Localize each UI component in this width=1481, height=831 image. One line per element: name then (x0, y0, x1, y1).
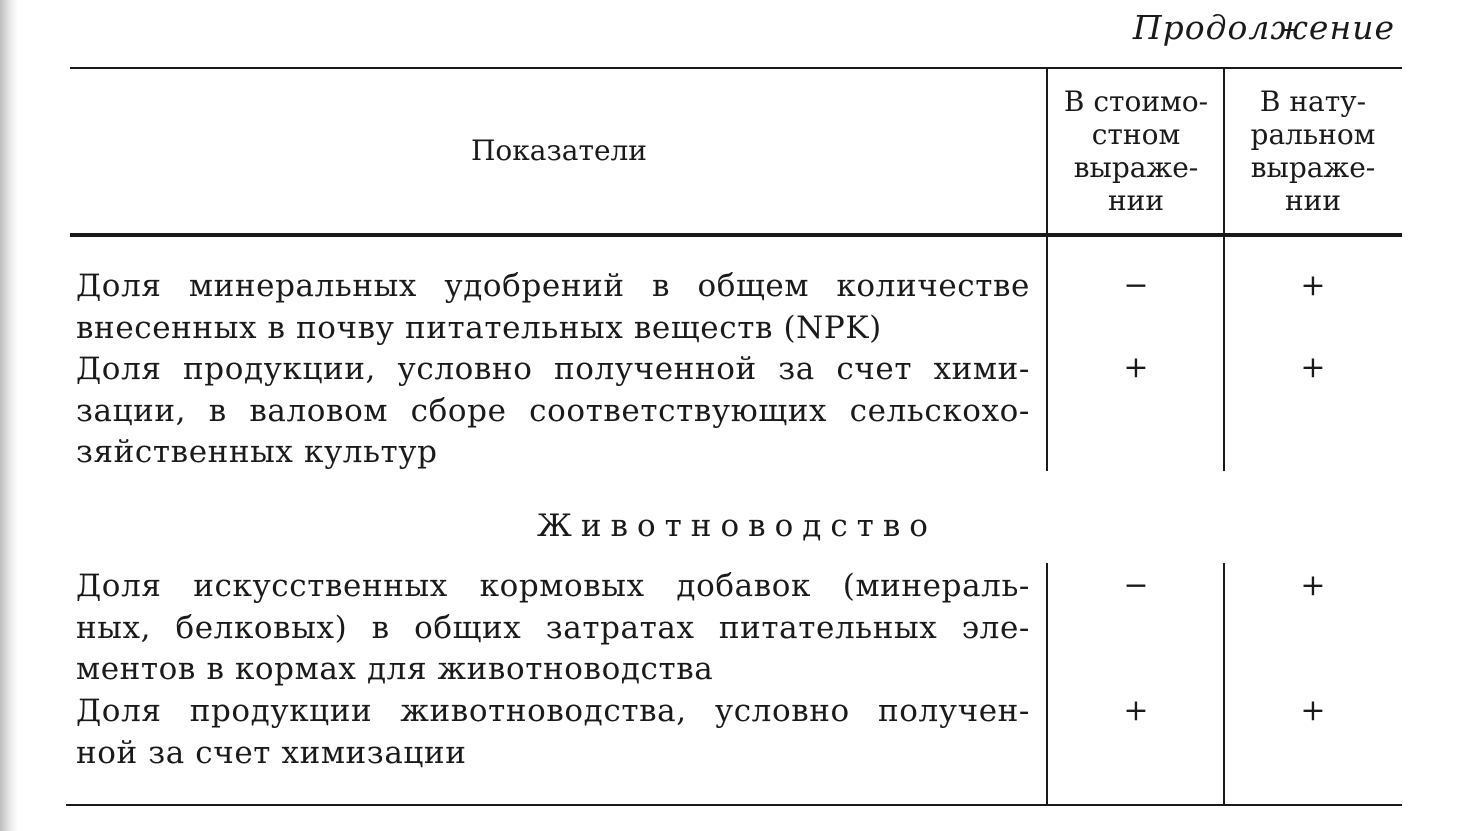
header-indicators: Показатели (471, 134, 647, 167)
row-line: Доля продукции, условно полученной за счет хими- (76, 351, 1030, 387)
table-row-text (76, 566, 1030, 691)
header-natural-line: нии (1285, 184, 1341, 217)
row-line: зации, в валовом сборе соответствующих сельскохо- (76, 392, 1030, 429)
header-natural-line: В нату- (1259, 85, 1367, 118)
section-title: Животноводство (537, 508, 937, 544)
table-row-text (76, 691, 1030, 774)
row-line: ных, белковых) в общих затратах питательных эле- (76, 609, 1030, 646)
natural-mark: + (1300, 693, 1326, 728)
row-line: ной за счет химизации (76, 734, 467, 771)
header-natural-line: выраже- (1250, 151, 1376, 184)
natural-mark: + (1300, 268, 1326, 303)
header-value-line: выраже- (1073, 151, 1199, 184)
table-bottom-rule (66, 804, 1402, 806)
table-row-text (76, 266, 1030, 349)
row-line: внесенных в почву питательных веществ (NPK) (76, 309, 882, 346)
header-value-line: нии (1108, 184, 1164, 217)
row-line: зяйственных культур (76, 434, 438, 470)
value-mark: + (1123, 693, 1149, 728)
value-mark: − (1123, 268, 1149, 303)
natural-mark: + (1300, 350, 1326, 385)
header-value-line: стном (1091, 118, 1181, 151)
value-mark: − (1123, 568, 1149, 603)
row-line: Доля минеральных удобрений в общем количестве (76, 268, 1030, 304)
row-line: Доля искусственных кормовых добавок (минераль- (76, 568, 1030, 604)
page-edge-shadow (0, 0, 18, 831)
table-top-rule (70, 67, 1402, 69)
header-natural-terms (1225, 85, 1401, 217)
header-value-line: В стоимо- (1063, 85, 1209, 118)
continuation-label: Продолжение (1132, 8, 1395, 47)
value-mark: + (1123, 350, 1149, 385)
row-line: ментов в кормах для животноводства (76, 651, 714, 687)
row-line: Доля продукции животноводства, условно получен- (76, 693, 1030, 729)
table-header-rule (70, 233, 1402, 237)
header-natural-line: ральном (1250, 118, 1376, 151)
table-row-text (76, 349, 1030, 474)
header-value-terms (1048, 85, 1224, 217)
natural-mark: + (1300, 568, 1326, 603)
